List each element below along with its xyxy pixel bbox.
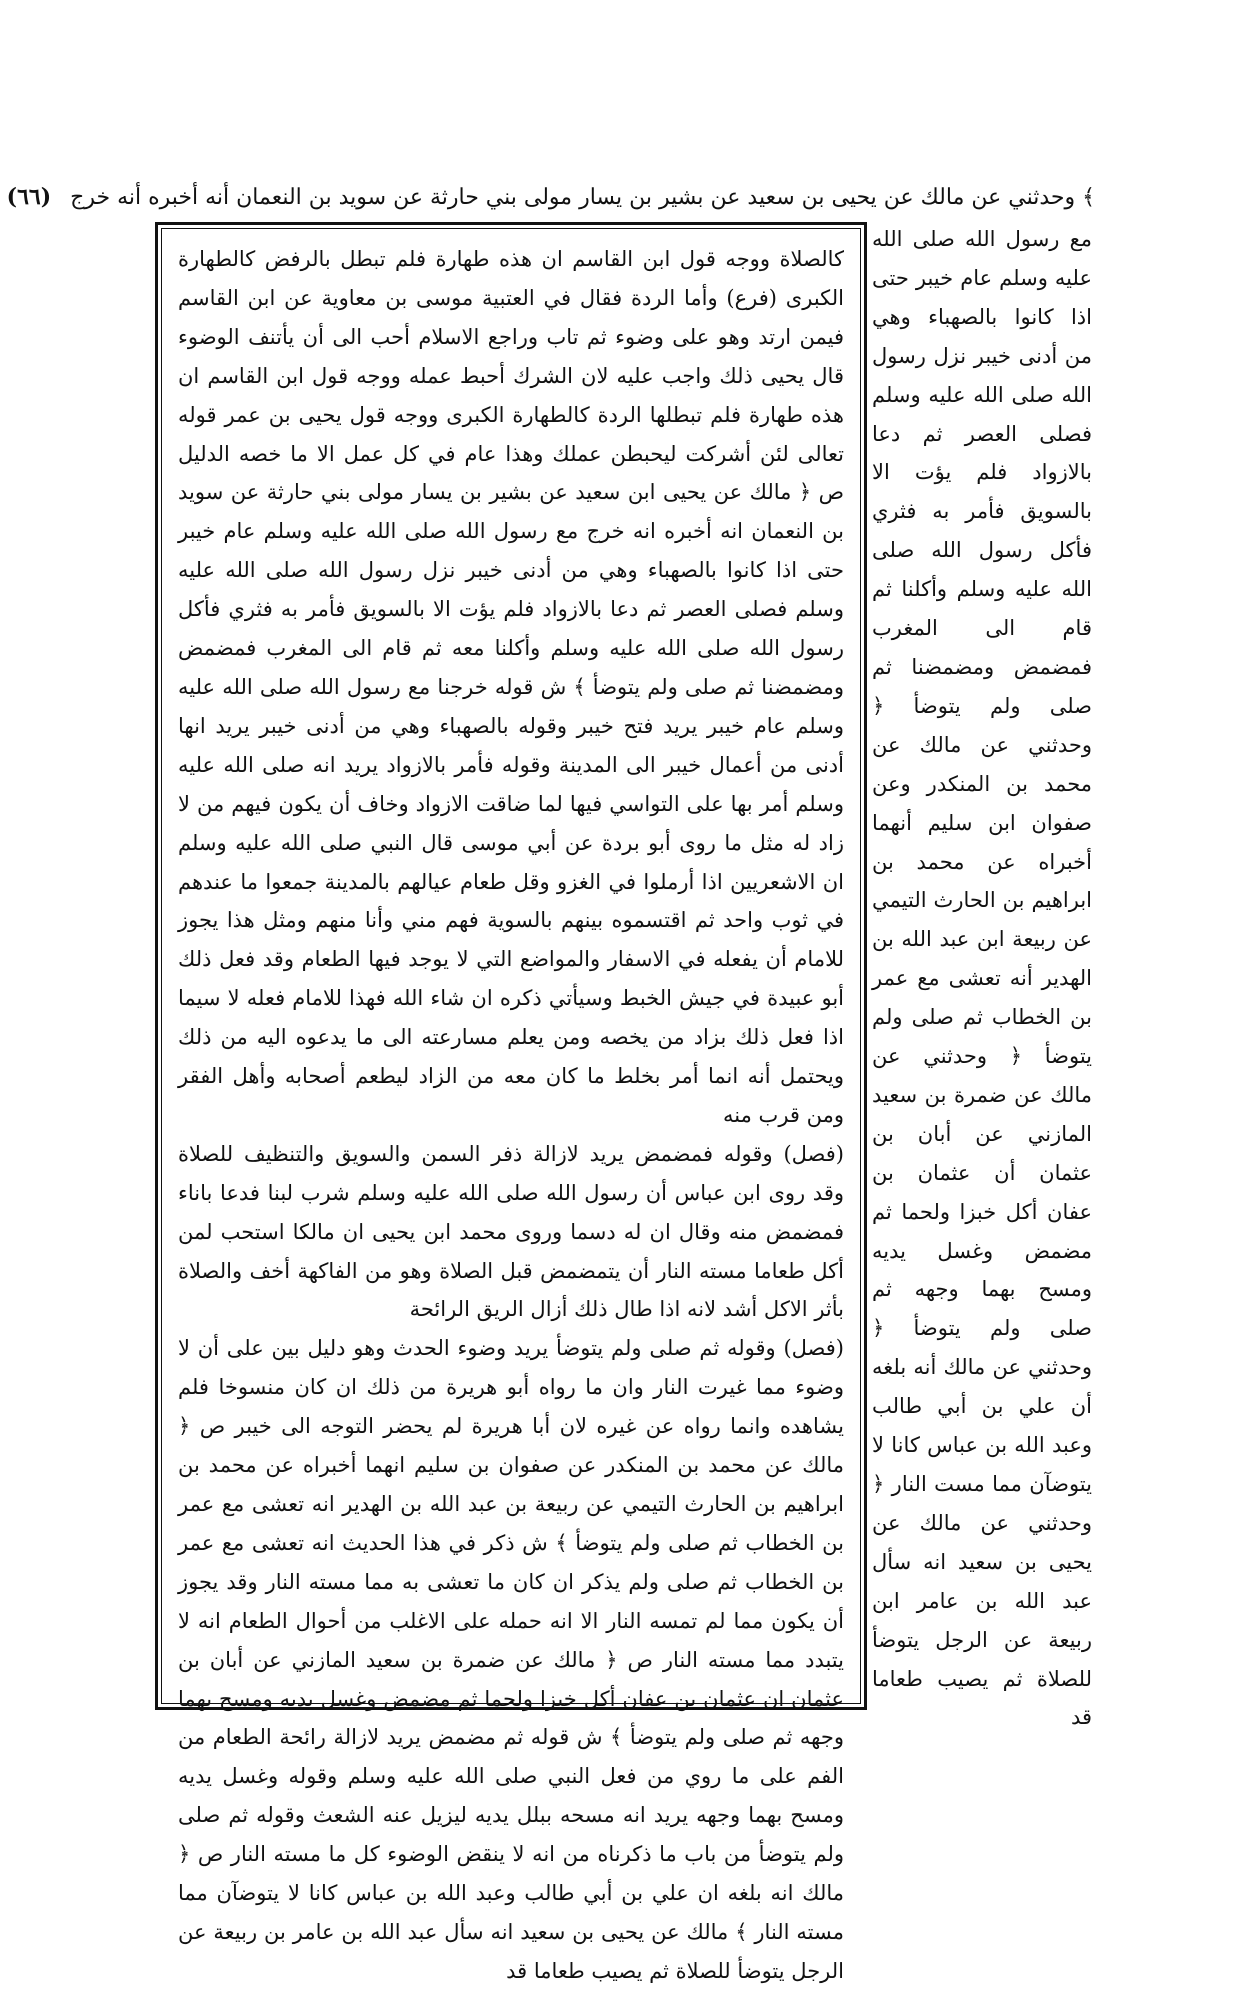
commentary-body bbox=[178, 240, 845, 1983]
margin-hadith-text: مع رسول الله صلى الله عليه وسلم عام خيبر حتى اذا كانوا بالصهباء وهي من أدنى خيبر نزل رسول الله صلى الله عليه وسلم فصلى العصر ثم دعا بالازواد فلم يؤت الا بالسويق فأمر به فثري فأكل رسول الله صلى الله عليه وسلم وأكلنا ثم قام الى المغرب فمضمض ومضمضنا ثم صلى ولم يتوضأ ﴿ وحدثني عن مالك عن محمد بن المنكدر وعن صفوان ابن سليم أنهما أخبراه عن محمد بن ابراهيم بن الحارث التيمي عن ربيعة ابن عبد الله بن الهدير أنه تعشى مع عمر بن الخطاب ثم صلى ولم يتوضأ ﴿ وحدثني عن مالك عن ضمرة بن سعيد المازني عن أبان بن عثمان أن عثمان بن عفان أكل خبزا ولحما ثم مضمض وغسل يديه ومسح بهما وجهه ثم صلى ولم يتوضأ ﴿ وحدثني عن مالك أنه بلغه أن علي بن أبي طالب وعبد الله بن عباس كانا لا يتوضآن مما مست النار ﴿ وحدثني عن مالك عن يحيى بن سعيد انه سأل عبد الله بن عامر ابن ربيعة عن الرجل يتوضأ للصلاة ثم يصيب طعاما قد bbox=[872, 227, 1092, 1730]
header-hadith-text: ﴾ وحدثني عن مالك عن يحيى بن سعيد عن بشير بن يسار مولى بني حارثة عن سويد بن النعمان أنه أخبره أنه خرج bbox=[70, 185, 1095, 210]
commentary-paragraph: (فصل) وقوله فمضمض يريد لازالة ذفر السمن والسويق والتنظيف للصلاة وقد روى ابن عباس أن رسول الله صلى الله عليه وسلم شرب لبنا فدعا باناء فمضمض منه وقال ان له دسما وروى محمد ابن يحيى ان مالكا استحب لمن أكل طعاما مسته النار أن يتمضمض قبل الصلاة وهو من الفاكهة أخف والصلاة بأثر الاكل أشد لانه اذا طال ذلك أزال الريق الرائحة bbox=[178, 1141, 844, 1322]
commentary-paragraph: (فصل) وقوله ثم صلى ولم يتوضأ يريد وضوء الحدث وهو دليل بين على أن لا وضوء مما غيرت النار وان ما رواه أبو هريرة من ذلك ان كان منسوخا فلم يشاهده وانما رواه عن غيره لان أبا هريرة لم يحضر التوجه الى خيبر ص ﴿ مالك عن محمد بن المنكدر عن صفوان بن سليم انهما أخبراه عن محمد بن ابراهيم بن الحارث التيمي عن ربيعة بن عبد الله بن الهدير انه تعشى مع عمر بن الخطاب ثم صلى ولم يتوضأ ﴾ ش ذكر في هذا الحديث انه تعشى مع عمر بن الخطاب ثم صلى ولم يذكر ان كان ما تعشى به مما مسته النار وقد يجوز أن يكون مما لم تمسه النار الا انه حمله على الاغلب من أحوال الطعام انه لا يتبدد مما مسته النار ص ﴿ مالك عن ضمرة بن سعيد المازني عن أبان بن عثمان ان عثمان بن عفان أكل خبزا ولحما ثم مضمض وغسل يديه ومسح بهما وجهه ثم صلى ولم يتوضأ ﴾ ش قوله ثم مضمض يريد لازالة رائحة الطعام من الفم على ما روي من فعل النبي صلى الله عليه وسلم وقوله وغسل يديه ومسح بهما وجهه يريد انه مسحه ببلل يديه ليزيل عنه الشعث وقوله ثم صلى ولم يتوضأ من باب ما ذكرناه من انه لا ينقض الوضوء كل ما مسته النار ص ﴿ مالك انه بلغه ان علي بن أبي طالب وعبد الله بن عباس كانا لا يتوضآن مما مسته النار ﴾ مالك عن يحيى بن سعيد انه سأل عبد الله بن عامر بن ربيعة عن الرجل يتوضأ للصلاة ثم يصيب طعاما قد bbox=[178, 1336, 844, 1983]
page-header bbox=[6, 176, 1095, 218]
commentary-paragraph: كالصلاة ووجه قول ابن القاسم ان هذه طهارة فلم تبطل بالرفض كالطهارة الكبرى (فرع) وأما الردة فقال في العتبية موسى بن معاوية عن ابن القاسم فيمن ارتد وهو على وضوء ثم تاب وراجع الاسلام أحب الى أن يأتنف الوضوء قال يحيى ذلك واجب عليه لان الشرك أحبط عمله ووجه قول ابن القاسم ان هذه طهارة فلم تبطلها الردة كالطهارة الكبرى ووجه قول يحيى بن عمر قوله تعالى لئن أشركت ليحبطن عملك وهذا عام في كل عمل الا ما خصه الدليل ص ﴿ مالك عن يحيى ابن سعيد عن بشير بن يسار مولى بني حارثة عن سويد بن النعمان انه أخبره انه خرج مع رسول الله صلى الله عليه وسلم عام خيبر حتى اذا كانوا بالصهباء وهي من أدنى خيبر نزل رسول الله صلى الله عليه وسلم فصلى العصر ثم دعا بالازواد فلم يؤت الا بالسويق فأمر به فثري فأكل رسول الله صلى الله عليه وسلم وأكلنا معه ثم قام الى المغرب فمضمض ومضمضنا ثم صلى ولم يتوضأ ﴾ ش قوله خرجنا مع رسول الله صلى الله عليه وسلم عام خيبر يريد فتح خيبر وقوله بالصهباء وهي من أدنى خيبر يريد انها أدنى من أعمال خيبر الى المدينة وقوله فأمر بالازواد يريد انه صلى الله عليه وسلم أمر بها على التواسي فيها لما ضاقت الازواد وخاف أن يكون فيهم من لا زاد له مثل ما روى أبو بردة عن أبي موسى قال النبي صلى الله عليه وسلم ان الاشعريين اذا أرملوا في الغزو وقل طعام عيالهم بالمدينة جمعوا ما عندهم في ثوب واحد ثم اقتسموه بينهم بالسوية فهم مني وأنا منهم ومثل هذا يجوز للامام أن يفعله في الاسفار والمواضع التي لا يوجد فيها الطعام وقد فعل ذلك أبو عبيدة في جيش الخبط وسيأتي ذكره ان شاء الله فهذا للامام فعله لا سيما اذا فعل ذلك بزاد من يخصه ومن يعلم مسارعته الى ما يدعوه اليه من ذلك ويحتمل أنه انما أمر بخلط ما كان معه من الزاد ليطعم أصحابه وأهل الفقر ومن قرب منه bbox=[178, 247, 845, 1127]
page-number: (٦٦) bbox=[6, 184, 52, 210]
